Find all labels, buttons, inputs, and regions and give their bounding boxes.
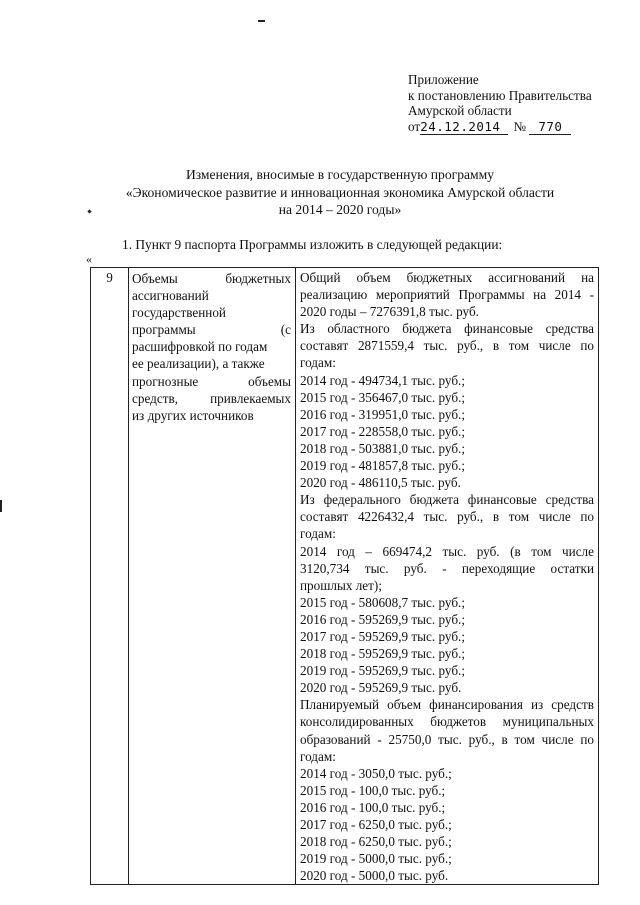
number-prefix: № bbox=[513, 118, 527, 134]
detail-line: 2015 год - 100,0 тыс. руб.; bbox=[300, 782, 446, 798]
detail-line: 2020 год - 595269,9 тыс. руб. bbox=[300, 680, 462, 696]
appendix-line-3: Амурской области bbox=[408, 103, 512, 118]
appendix-block bbox=[408, 72, 592, 135]
name-line: из других источников bbox=[132, 407, 254, 423]
decree-date: 24.12.2014 bbox=[420, 120, 508, 135]
detail-line: 2014 год - 494734,1 тыс. руб.; bbox=[300, 372, 465, 388]
document-title bbox=[60, 166, 620, 219]
detail-line: 2016 год - 100,0 тыс. руб.; bbox=[300, 799, 446, 815]
detail-line: 2014 год - 3050,0 тыс. руб.; bbox=[300, 765, 452, 781]
detail-line: 2020 год - 5000,0 тыс. руб. bbox=[300, 868, 449, 884]
detail-line: 2015 год - 580608,7 тыс. руб.; bbox=[300, 594, 465, 610]
row-number-cell bbox=[91, 268, 129, 885]
detail-line: образований - 25750,0 тыс. руб., в том числе по bbox=[300, 731, 594, 747]
date-prefix: от bbox=[408, 118, 421, 134]
detail-line: годам: bbox=[300, 748, 336, 764]
detail-line: 3120,734 тыс. руб. - переходящие остатки bbox=[300, 560, 594, 576]
name-line: прогнозные объемы bbox=[132, 373, 291, 389]
detail-line: 2019 год - 595269,9 тыс. руб.; bbox=[300, 663, 465, 679]
detail-line: 2017 год - 6250,0 тыс. руб.; bbox=[300, 817, 452, 832]
row-number: 9 bbox=[106, 270, 113, 285]
detail-line: реализацию мероприятий Программы на 2014 - bbox=[300, 287, 594, 303]
detail-line: составят 4226432,4 тыс. руб., в том числе по bbox=[300, 509, 594, 525]
detail-line: 2020 годы – 7276391,8 тыс. руб. bbox=[300, 304, 479, 320]
title-line-1: Изменения, вносимые в государственную программу bbox=[185, 167, 495, 182]
instruction-paragraph: 1. Пункт 9 паспорта Программы изложить в следующей редакции: bbox=[122, 237, 503, 252]
detail-line: 2016 год - 595269,9 тыс. руб.; bbox=[300, 611, 465, 627]
name-line: ее реализации), а также bbox=[132, 356, 265, 372]
title-line-2: «Экономическое развитие и инновационная экономика Амурской области bbox=[125, 184, 555, 200]
detail-line: Из федерального бюджета финансовые средства bbox=[300, 492, 594, 508]
name-line: расшифровкой по годам bbox=[132, 339, 268, 355]
detail-line: 2016 год - 319951,0 тыс. руб.; bbox=[300, 406, 465, 422]
detail-line: 2019 год - 5000,0 тыс. руб.; bbox=[300, 851, 452, 867]
name-line: средств, привлекаемых bbox=[132, 390, 291, 406]
opening-quote: « bbox=[86, 252, 92, 266]
scan-mark-top bbox=[258, 20, 265, 22]
detail-line: Планируемый объем финансирования из средств bbox=[300, 697, 594, 713]
detail-line: 2018 год - 503881,0 тыс. руб.; bbox=[300, 440, 465, 456]
detail-line: консолидированных бюджетов муниципальных bbox=[300, 714, 594, 730]
detail-line: годам: bbox=[300, 526, 336, 542]
detail-line: составят 2871559,4 тыс. руб., в том числе по bbox=[300, 338, 594, 354]
detail-line: 2017 год - 595269,9 тыс. руб.; bbox=[300, 628, 465, 644]
appendix-line-1: Приложение bbox=[408, 72, 479, 87]
item-name-cell bbox=[129, 268, 296, 885]
detail-line: 2014 год – 669474,2 тыс. руб. (в том числе bbox=[300, 543, 594, 559]
detail-line: 2015 год - 356467,0 тыс. руб.; bbox=[300, 389, 465, 405]
name-line: программы (с bbox=[132, 322, 291, 338]
title-line-3: на 2014 – 2020 годы» bbox=[278, 202, 402, 217]
decree-number: 770 bbox=[529, 120, 571, 135]
name-line: государственной bbox=[132, 305, 226, 321]
detail-line: 2018 год - 6250,0 тыс. руб.; bbox=[300, 834, 452, 850]
detail-line: прошлых лет); bbox=[300, 577, 382, 593]
detail-line: годам: bbox=[300, 355, 336, 371]
detail-line: 2018 год - 595269,9 тыс. руб.; bbox=[300, 646, 465, 662]
funding-details-cell bbox=[296, 268, 599, 885]
name-line: Объемы бюджетных bbox=[132, 271, 291, 286]
detail-line: 2017 год - 228558,0 тыс. руб.; bbox=[300, 423, 465, 439]
detail-line: 2020 год - 486110,5 тыс. руб. bbox=[300, 475, 461, 491]
detail-line: Общий объем бюджетных ассигнований на bbox=[300, 270, 594, 285]
table-row bbox=[91, 268, 599, 885]
appendix-date-line bbox=[408, 119, 592, 135]
passport-table bbox=[90, 267, 599, 885]
appendix-line-2: к постановлению Правительства bbox=[408, 87, 592, 103]
detail-line: Из областного бюджета финансовые средства bbox=[300, 321, 594, 337]
detail-line: 2019 год - 481857,8 тыс. руб.; bbox=[300, 458, 465, 474]
name-line: ассигнований bbox=[132, 288, 209, 304]
scan-mark-edge bbox=[0, 500, 2, 512]
